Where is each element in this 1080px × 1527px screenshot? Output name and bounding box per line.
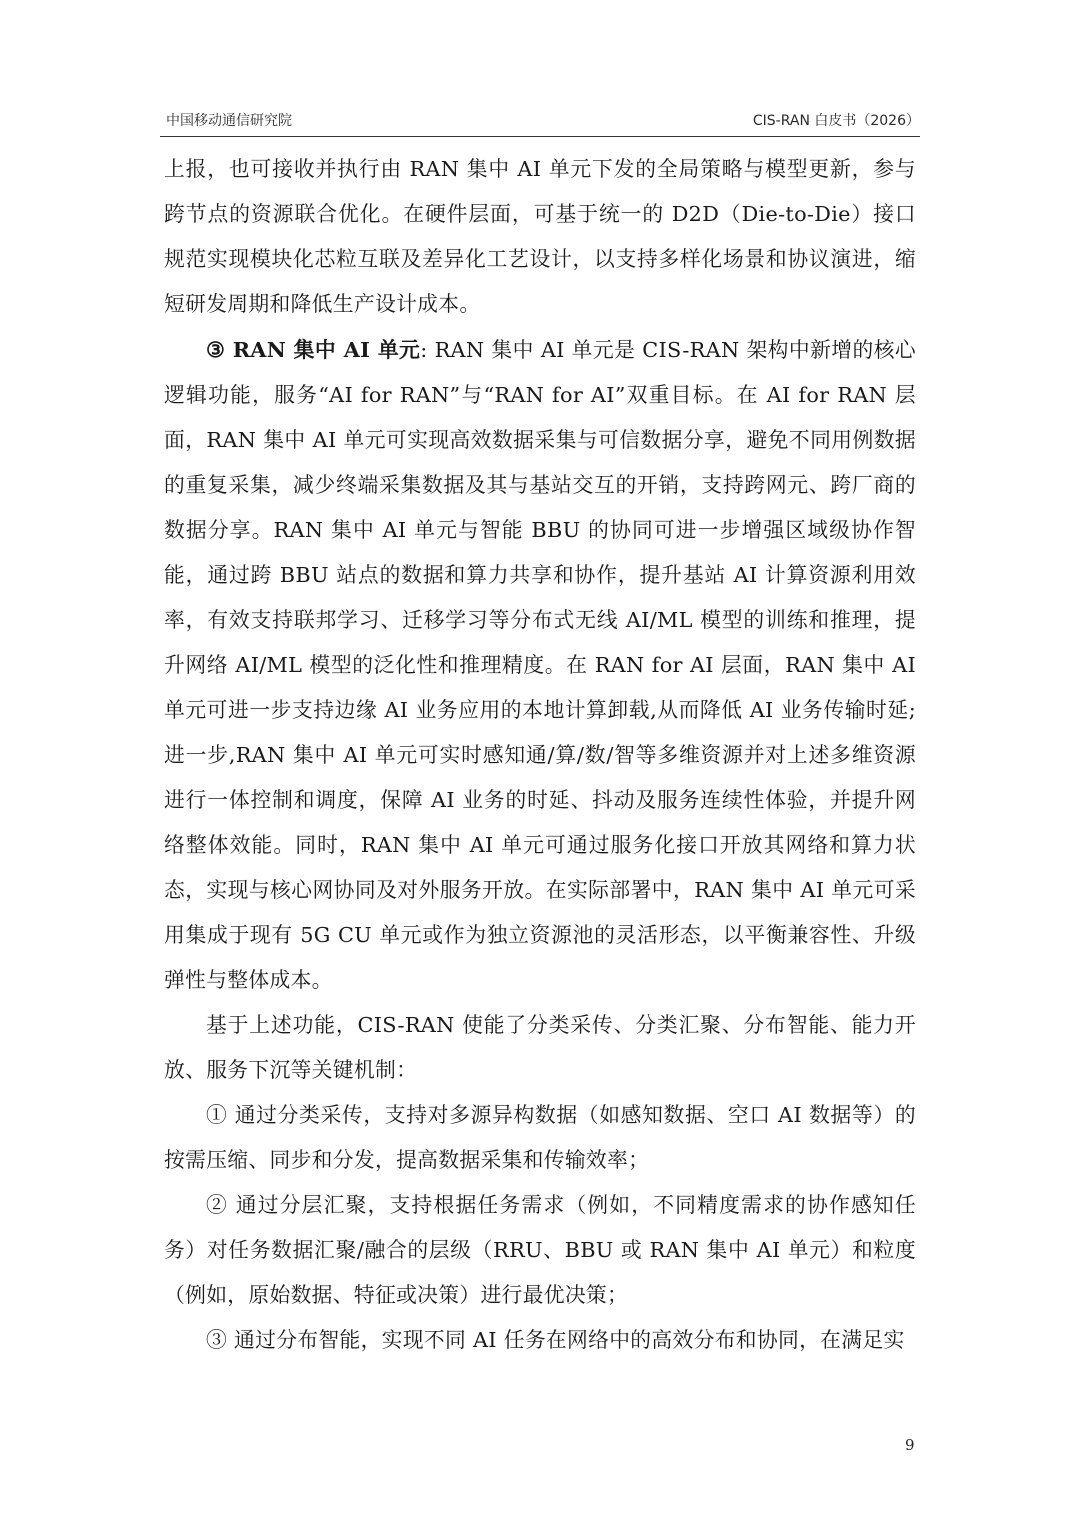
paragraph-ran-ai-unit-body: : RAN 集中 AI 单元是 CIS-RAN 架构中新增的核心逻辑功能，服务“AI for RAN”与“RAN for AI”双重目标。在 AI for RAN 层面，RAN 集中 AI 单元可实现高效数据采集与可信数据分享，避免不同用例数据的重复采集，减少终端采集数据及其与基站交互的开销，支持跨网元、跨厂商的数据分享。RAN 集中 AI 单元与智能 BBU 的协同可进一步增强区域级协作智能，通过跨 BBU 站点的数据和算力共享和协作，提升基站 AI 计算资源利用效率，有效支持联邦学习、迁移学习等分布式无线 AI/ML 模型的训练和推理，提升网络 AI/ML 模型的泛化性和推理精度。在 RAN for AI 层面，RAN 集中 AI 单元可进一步支持边缘 AI 业务应用的本地计算卸载,从而降低 AI 业务传输时延;进一步,RAN 集中 AI 单元可实时感知通/算/数/智等多维资源并对上述多维资源进行一体控制和调度，保障 AI 业务的时延、抖动及服务连续性体验，并提升网络整体效能。同时，RAN 集中 AI 单元可通过服务化接口开放其网络和算力状态，实现与核心网协同及对外服务开放。在实际部署中，RAN 集中 AI 单元可采用集成于现有 5G CU 单元或作为独立资源池的灵活形态，以平衡兼容性、升级弹性与整体成本。 <box>164 338 916 992</box>
list-item-classified-collection: ① 通过分类采传，支持对多源异构数据（如感知数据、空口 AI 数据等）的按需压缩、同步和分发，提高数据采集和传输效率； <box>164 1103 916 1172</box>
paragraph-continuation: 上报，也可接收并执行由 RAN 集中 AI 单元下发的全局策略与模型更新，参与跨节点的资源联合优化。在硬件层面，可基于统一的 D2D（Die-to-Die）接口规范实现模块化芯粒互联及差异化工艺设计，以支持多样化场景和协议演进，缩短研发周期和降低生产设计成本。 <box>164 157 916 316</box>
header-document-title: CIS-RAN 白皮书（2026） <box>752 113 920 129</box>
list-item-distributed-intelligence: ③ 通过分布智能，实现不同 AI 任务在网络中的高效分布和协同，在满足实 <box>206 1328 905 1352</box>
header-divider <box>160 136 920 137</box>
page-number: 9 <box>905 1436 915 1454</box>
list-item-hierarchical-aggregation: ② 通过分层汇聚，支持根据任务需求（例如，不同精度需求的协作感知任务）对任务数据汇聚/融合的层级（RRU、BBU 或 RAN 集中 AI 单元）和粒度（例如，原始数据、特征或决策）进行最优决策； <box>164 1193 916 1307</box>
section-heading-ran-ai-unit: ③ RAN 集中 AI 单元 <box>206 337 421 362</box>
header-organization: 中国移动通信研究院 <box>166 113 292 129</box>
paragraph-key-mechanisms: 基于上述功能，CIS-RAN 使能了分类采传、分类汇聚、分布智能、能力开放、服务下沉等关键机制： <box>164 1013 916 1082</box>
body-text <box>164 147 916 1363</box>
paragraph-ran-ai-unit <box>164 327 916 1003</box>
page-header <box>160 108 920 134</box>
